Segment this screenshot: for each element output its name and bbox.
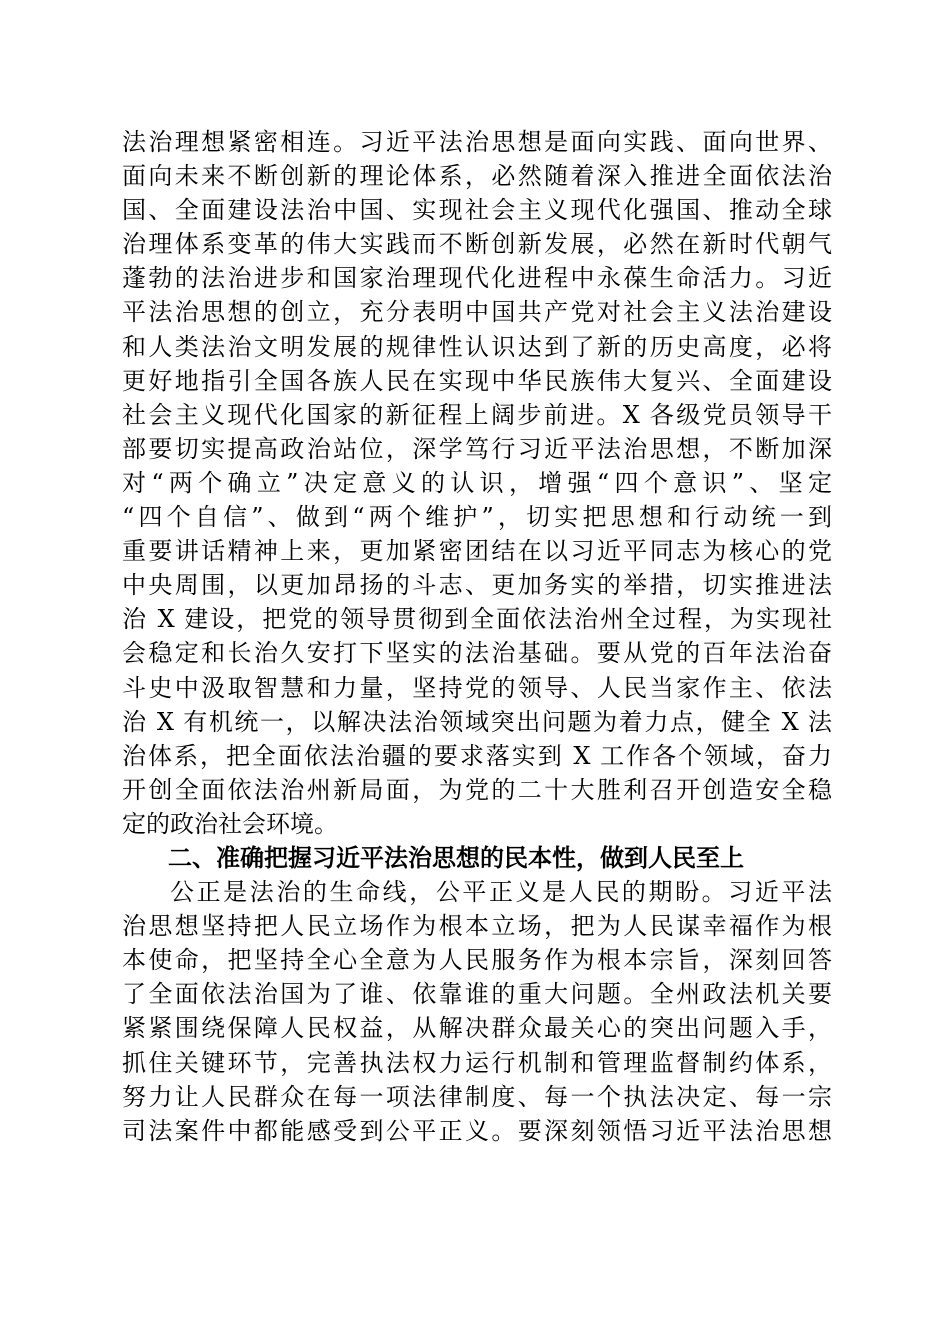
text-line: 会稳定和长治久安打下坚实的法治基础。要从党的百年法治奋: [122, 639, 832, 668]
text-line: 紧紧围绕保障人民权益，从解决群众最关心的突出问题入手，: [122, 1014, 832, 1043]
text-line: 治 X 有机统一，以解决法治领域突出问题为着力点，健全 X 法: [122, 707, 832, 736]
text-line: 和人类法治文明发展的规律性认识达到了新的历史高度，必将: [122, 332, 832, 361]
text-line: 治理体系变革的伟大实践而不断创新发展，必然在新时代朝气: [122, 230, 832, 259]
section-heading: 二、准确把握习近平法治思想的民本性，做到人民至上: [168, 843, 744, 872]
text-line: 面向未来不断创新的理论体系，必然随着深入推进全面依法治: [122, 162, 832, 191]
text-line: 蓬勃的法治进步和国家治理现代化进程中永葆生命活力。习近: [122, 264, 832, 293]
text-line: 抓住关键环节，完善执法权力运行机制和管理监督制约体系，: [122, 1048, 832, 1077]
text-line: 治 X 建设，把党的领导贯彻到全面依法治州全过程，为实现社: [122, 605, 832, 634]
document-body: [122, 125, 832, 1148]
text-line: 中央周围，以更加昂扬的斗志、更加务实的举措，切实推进法: [122, 571, 832, 600]
text-line: 定的政治社会环境。: [122, 809, 338, 838]
text-line: 本使命，把坚持全心全意为人民服务作为根本宗旨，深刻回答: [122, 946, 832, 975]
text-line: 开创全面依法治州新局面，为党的二十大胜利召开创造安全稳: [122, 775, 832, 804]
text-line: 斗史中汲取智慧和力量，坚持党的领导、人民当家作主、依法: [122, 673, 832, 702]
text-line: 努力让人民群众在每一项法律制度、每一个执法决定、每一宗: [122, 1082, 832, 1111]
text-line: 法治理想紧密相连。习近平法治思想是面向实践、面向世界、: [122, 128, 832, 156]
text-line: 公正是法治的生命线，公平正义是人民的期盼。习近平法: [170, 878, 832, 907]
text-line: “四个自信”、做到“两个维护”，切实把思想和行动统一到: [122, 503, 832, 532]
text-line: 国、全面建设法治中国、实现社会主义现代化强国、推动全球: [122, 196, 832, 225]
paragraph-2: [122, 875, 832, 1148]
text-line: 治体系，把全面依法治疆的要求落实到 X 工作各个领域，奋力: [122, 741, 832, 770]
text-line: 治思想坚持把人民立场作为根本立场，把为人民谋幸福作为根: [122, 912, 832, 941]
text-line: 了全面依法治国为了谁、依靠谁的重大问题。全州政法机关要: [122, 980, 832, 1009]
text-line: 部要切实提高政治站位，深学笃行习近平法治思想，不断加深: [122, 434, 832, 463]
text-line: 重要讲话精神上来，更加紧密团结在以习近平同志为核心的党: [122, 537, 832, 566]
text-line: 社会主义现代化国家的新征程上阔步前进。X 各级党员领导干: [122, 400, 832, 429]
text-line: 更好地指引全国各族人民在实现中华民族伟大复兴、全面建设: [122, 366, 832, 395]
text-line: 对“两个确立”决定意义的认识，增强“四个意识”、坚定: [122, 468, 832, 497]
paragraph-1: [122, 125, 832, 841]
text-line: 平法治思想的创立，充分表明中国共产党对社会主义法治建设: [122, 298, 832, 327]
text-line: 司法案件中都能感受到公平正义。要深刻领悟习近平法治思想: [122, 1116, 832, 1145]
